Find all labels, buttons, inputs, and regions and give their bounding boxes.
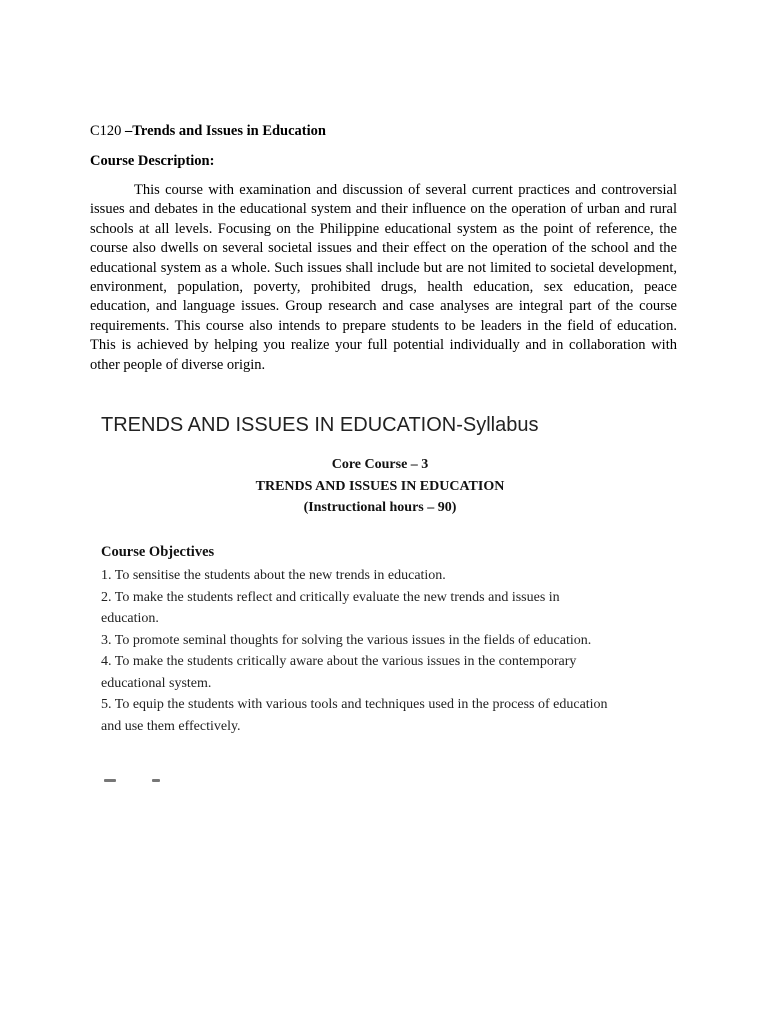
objective-item: 1. To sensitise the students about the new trends in education. — [101, 568, 446, 583]
course-code: C120 — [90, 123, 122, 139]
objective-item: 3. To promote seminal thoughts for solving the various issues in the fields of education. — [101, 632, 592, 648]
objective-item: 2. To make the students reflect and critically evaluate the new trends and issues in education. — [101, 589, 560, 626]
course-description-body: This course with examination and discussion of several current practices and controversial issues and debates in the educational system and their influence on the operation of urban and rural schools at all levels. Focusing on the Philippine educational system as the point of reference, the course also dwells on several societal issues and their effect on the operation of the school and the educational system as a whole. Such issues shall include but are not limited to societal development, environment, population, poverty, prohibited drugs, health education, sex education, peace education, and language issues. Group research and case analyses are integral part of the course requirements. This course also intends to prepare students to be leaders in the field of education. This is achieved by helping you realize your full potential individually and in collaboration with other people of diverse origin. — [90, 182, 677, 373]
syllabus-course-title: TRENDS AND ISSUES IN EDUCATION — [255, 479, 505, 494]
cut-off-text-fragment — [104, 779, 116, 782]
objective-item: 5. To equip the students with various tools and techniques used in the process of education and use them effectively. — [101, 697, 608, 734]
course-objectives-heading: Course Objectives — [101, 544, 215, 560]
course-objectives-list — [101, 565, 611, 737]
objective-item: 4. To make the students critically aware about the various issues in the contemporary educational system. — [101, 654, 577, 691]
instructional-hours: (Instructional hours – 90) — [303, 500, 457, 515]
syllabus-title: TRENDS AND ISSUES IN EDUCATION-Syllabus — [101, 414, 539, 436]
course-description-heading: Course Description: — [90, 153, 215, 169]
course-title: –Trends and Issues in Education — [121, 123, 326, 139]
cut-off-text-fragment — [152, 779, 160, 782]
core-course-label: Core Course – 3 — [331, 457, 429, 472]
course-code-line — [90, 122, 326, 140]
